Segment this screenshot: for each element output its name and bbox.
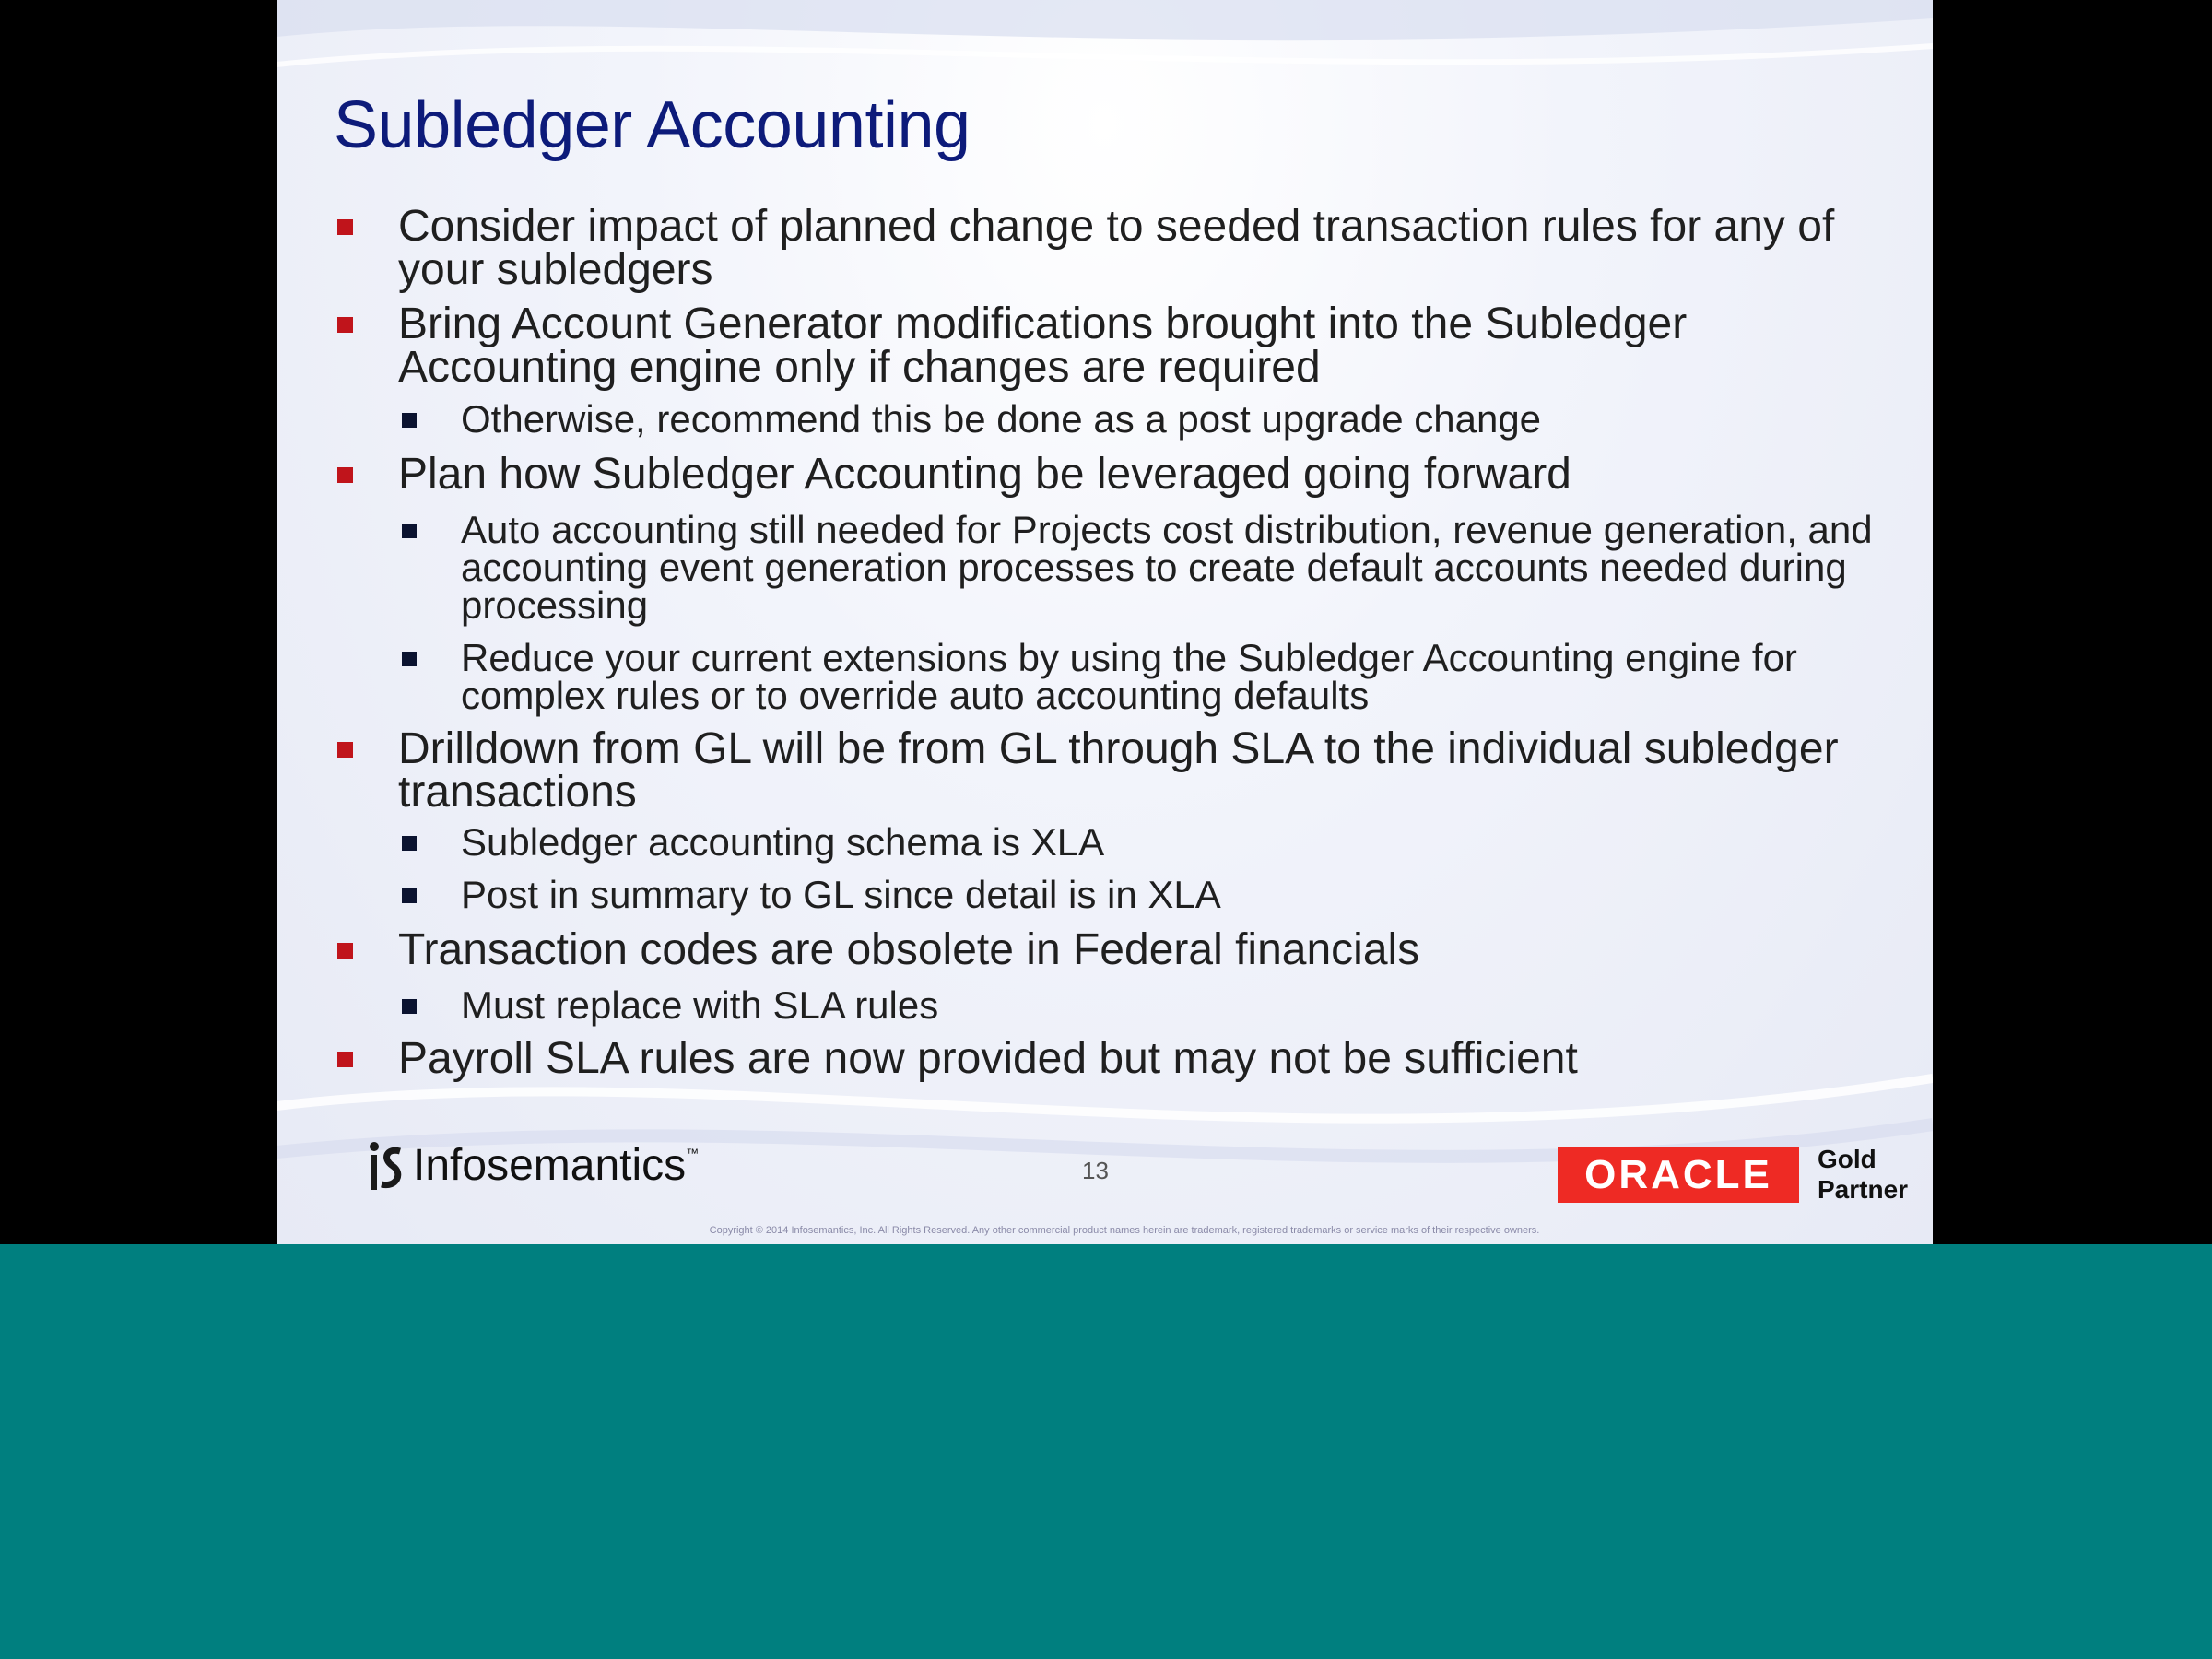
- bullet-marker-icon: [402, 836, 417, 851]
- bullet-marker-icon: [337, 467, 353, 483]
- bullet-item: [330, 450, 1897, 499]
- infosemantics-mark-icon: [367, 1138, 407, 1194]
- bullet-text: Must replace with SLA rules: [461, 983, 939, 1027]
- brand-name-text: Infosemantics: [413, 1141, 687, 1190]
- oracle-logo: ORACLE: [1558, 1147, 1799, 1203]
- bullet-marker-icon: [402, 999, 417, 1014]
- bottom-panel: [0, 1244, 2212, 1659]
- bullet-text: Otherwise, recommend this be done as a post upgrade change: [461, 397, 1542, 441]
- bullet-item: [330, 202, 1897, 294]
- sub-bullet-item: [330, 397, 1897, 441]
- bullet-marker-icon: [337, 742, 353, 758]
- bullet-item: [330, 724, 1897, 817]
- bullet-marker-icon: [337, 219, 353, 235]
- brand-name: [413, 1140, 699, 1191]
- bullet-marker-icon: [337, 943, 353, 959]
- sub-bullet-item: [330, 636, 1897, 717]
- bullet-marker-icon: [402, 888, 417, 903]
- bullet-text: Post in summary to GL since detail is in XLA: [461, 873, 1221, 916]
- bullet-text: Transaction codes are obsolete in Federal financials: [398, 925, 1420, 974]
- sub-bullet-item: [330, 873, 1897, 916]
- sub-bullet-item: [330, 820, 1897, 864]
- bullet-marker-icon: [337, 1052, 353, 1067]
- bullet-marker-icon: [402, 652, 417, 666]
- bullet-text: Plan how Subledger Accounting be leveraged going forward: [398, 450, 1571, 499]
- bullet-text: Drilldown from GL will be from GL through SLA to the individual subledger transactions: [398, 724, 1839, 817]
- bullet-item: [330, 925, 1897, 974]
- trademark-mark: ™: [686, 1146, 700, 1160]
- slide: [276, 0, 1933, 1244]
- bullet-marker-icon: [402, 413, 417, 428]
- bullet-text: Consider impact of planned change to seeded transaction rules for any of your subledgers: [398, 202, 1835, 294]
- bullet-list: [330, 202, 1897, 1083]
- bullet-item: [330, 300, 1897, 392]
- sub-bullet-item: [330, 508, 1897, 627]
- bullet-text: Reduce your current extensions by using the Subledger Accounting engine for complex rules or to override auto accounting defaults: [461, 636, 1797, 717]
- bullet-text: Subledger accounting schema is XLA: [461, 820, 1105, 864]
- page-number: 13: [1082, 1157, 1109, 1184]
- bullet-text: Auto accounting still needed for Projects cost distribution, revenue generation, and accounting event generation processes to create default accounts needed during processing: [461, 508, 1873, 627]
- copyright-notice: Copyright © 2014 Infosemantics, Inc. All Rights Reserved. Any other commercial product names herein are trademark, registered trademarks or service marks of their respective owners.: [709, 1225, 1540, 1236]
- partner-line-2: Partner: [1818, 1175, 1909, 1204]
- bullet-marker-icon: [337, 317, 353, 333]
- bullet-item: [330, 1034, 1897, 1083]
- decorative-swoosh-top: [276, 0, 1933, 101]
- partner-line-1: Gold: [1818, 1145, 1877, 1173]
- bullet-marker-icon: [402, 524, 417, 538]
- slide-title: Subledger Accounting: [334, 88, 971, 162]
- sub-bullet-item: [330, 983, 1897, 1027]
- bullet-text: Payroll SLA rules are now provided but may not be sufficient: [398, 1034, 1578, 1083]
- partner-badge: [1818, 1144, 1908, 1205]
- bullet-text: Bring Account Generator modifications brought into the Subledger Accounting engine only if changes are required: [398, 300, 1688, 392]
